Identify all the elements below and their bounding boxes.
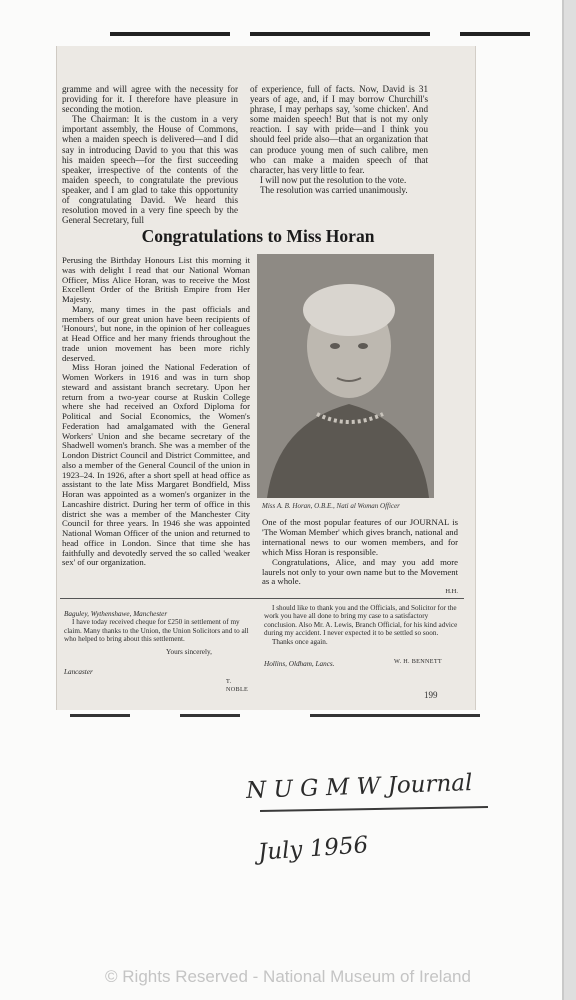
paragraph: Congratulations, Alice, and may you add more laurels not only to your own name but to the Movement as a whole. — [262, 556, 458, 587]
top-left-column — [62, 84, 238, 225]
paragraph: Many, many times in the past officials and members of our great union have been recipients of 'Honours', but none, in the opinion of her colleagues at Head Office and her many friends throughout the trade union movement has been more richly deserved. — [62, 303, 250, 363]
copyright-watermark: © Rights Reserved - National Museum of Ireland — [105, 967, 471, 986]
top-right-column — [250, 84, 428, 195]
page-number: 199 — [424, 690, 438, 700]
paragraph: One of the most popular features of our JOURNAL is 'The Woman Member' which gives branch, national and international news to our women members, and for which Miss Horan is responsible. — [262, 517, 458, 557]
letter-signature: W. H. BENNETT — [394, 658, 443, 665]
letter-left — [64, 610, 254, 694]
paragraph: of experience, full of facts. Now, David is 31 years of age, and, if I may borrow Churchill's phrase, I may perhaps say, 'some chicken'. And some maiden speech! But that is not my only reaction. I say with pride—and I think you should feel pride also—that an organization that can produce young men of such calibre, men who can make a maiden speech of that character, has very little to fear. — [250, 84, 428, 175]
sheet-edge — [564, 0, 576, 1000]
paragraph: Perusing the Birthday Honours List this morning it was with delight I read that our National Woman Officer, Miss Alice Horan, was to receive the Most Excellent Order of the British Empire from Her Majesty. — [62, 255, 250, 304]
article-right-column — [262, 518, 458, 597]
handwritten-date: July 1956 — [257, 832, 370, 866]
paragraph: The resolution was carried unanimously. — [260, 184, 408, 195]
letter-place: Lancaster — [64, 668, 93, 677]
tape-strip-top — [20, 30, 540, 38]
letter-closing: Thanks once again. — [272, 637, 328, 646]
paragraph: The Chairman: It is the custom in a very important assembly, the House of Commons, when a maiden speech is delivered—and I did say in introducing David to you that this was his maiden speech—for the first succeeding speaker, irrespective of the contents of the maiden speech, to congratulate the previous speaker, and I am glad to take this opportunity of congratulating David. We heard this resolution moved in a very fine speech by the General Secretary, full — [62, 114, 238, 226]
portrait-figure-icon — [257, 254, 434, 498]
paragraph: Miss Horan joined the National Federation of Women Workers in 1916 and was in turn shop steward and assistant branch secretary. Upon her return from a two-year course at Ruskin College where she had received an Oxford Diploma for Political and Social Economics, the Women's Federation had amalgamated with the General Workers' Union and she became secretary of the Shadwell women's branch. She was a member of the London District Council and District Committee, and also a member of the General Council of the union in 1923–24. In 1926, after a short spell at head office as assistant to the late Miss Margaret Bondfield, Miss Horan was appointed as a women's organizer in the Lancashire district. During her term of office in this district she was a member of the Manchester City Council for three years. In 1946 she was appointed National Woman Officer of the union and returned to head office in London. Since that time she has faithfully and devotedly served the so called 'weaker sex' of our organization. — [62, 362, 250, 568]
handwritten-publication: N U G M W Journal — [245, 770, 473, 804]
sheet-edge-line — [562, 0, 564, 1000]
tape-strip-bottom — [60, 712, 480, 720]
paragraph: I will now put the resolution to the vote. — [260, 174, 407, 185]
letter-address: Baguley, Wythenshawe, Manchester — [64, 610, 168, 618]
article-initials: H.H. — [445, 588, 458, 596]
paragraph: gramme and will agree with the necessity for providing for it. I therefore have pleasure in seconding the motion. — [62, 84, 238, 115]
photo-caption: Miss A. B. Horan, O.B.E., Nati al Woman Officer — [262, 502, 400, 510]
letter-closing: Yours sincerely, — [166, 647, 212, 656]
letter-right — [264, 604, 462, 668]
letter-address: Hollins, Oldham, Lancs. — [264, 660, 335, 669]
letter-signature: T. NOBLE — [226, 678, 249, 694]
letter-body: I have today received cheque for £250 in settlement of my claim. Many thanks to the Union, the Union Solicitors and to all who helped to bring about this settlement. — [64, 618, 249, 644]
article-left-column — [62, 256, 250, 568]
section-divider — [60, 598, 464, 599]
portrait-photo — [257, 254, 434, 498]
letter-body: I should like to thank you and the Officials, and Solicitor for the work you have all done to bring my case to a satisfactory conclusion. Also Mr. A. Lewis, Branch Official, for his kind advice during my accident. I never expected it to be settled so soon. — [264, 604, 458, 638]
article-headline: Congratulations to Miss Horan — [141, 226, 375, 246]
